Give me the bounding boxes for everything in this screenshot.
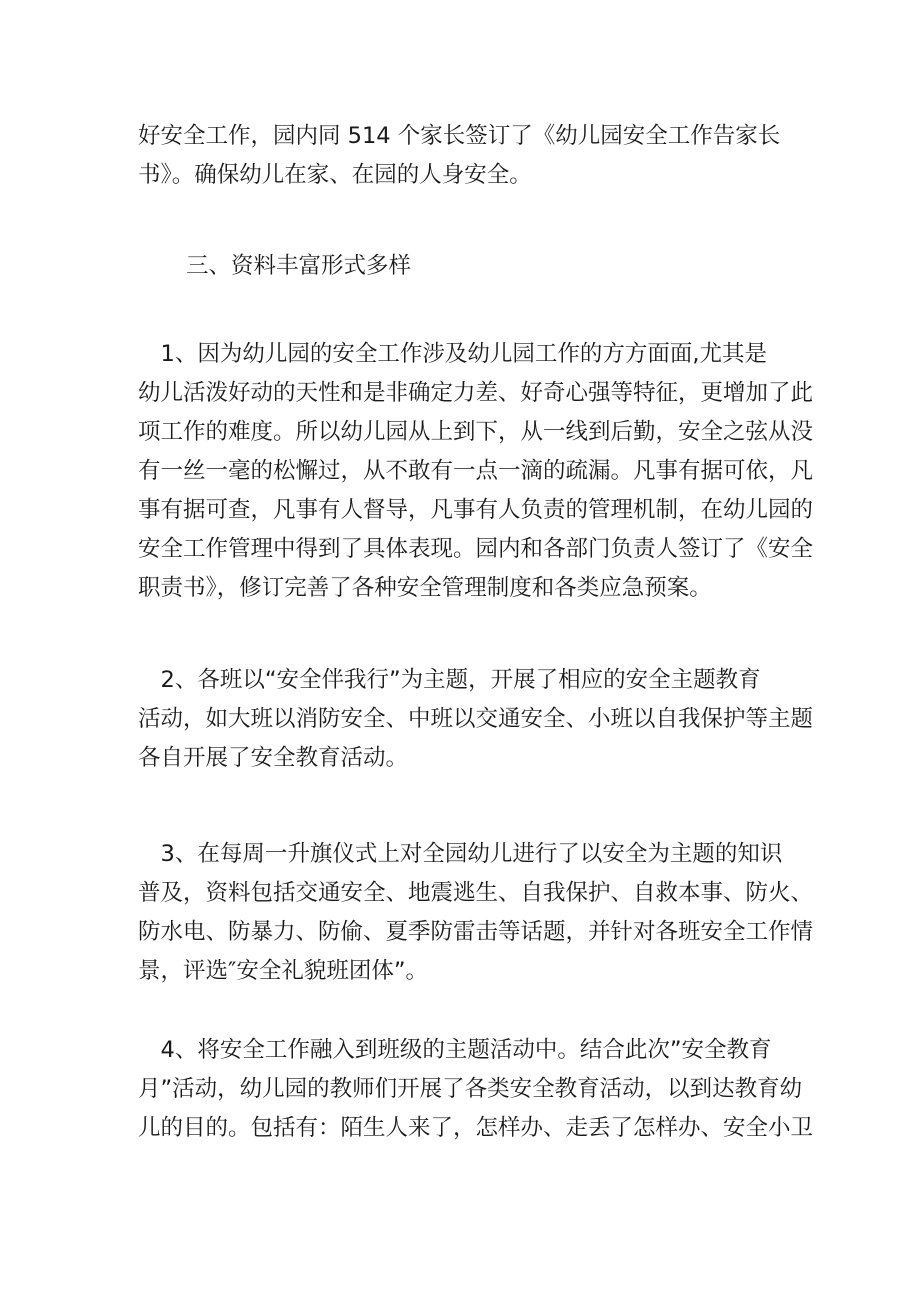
paragraph-item-1 [138,335,814,608]
text-line: 月”活动，幼儿园的教师们开展了各类安全教育活动，以到达教育幼 [138,1076,803,1102]
text-line: 景，评选″安全礼貌班团体”。 [138,958,429,984]
text-line: 防水电、防暴力、防偷、夏季防雷击等话题，并针对各班安全工作情 [138,919,814,945]
paragraph-safety-letter [138,117,793,195]
text-line: 3、在每周一升旗仪式上对全园幼儿进行了以安全为主题的知识 [138,841,783,867]
text-line: 书》。确保幼儿在家、在园的人身安全。 [138,162,532,188]
text-line: 普及，资料包括交通安全、地震逃生、自我保护、自救本事、防火、 [138,880,814,906]
text-line: 安全工作管理中得到了具体表现。园内和各部门负责人签订了《安全 [138,536,814,562]
text-line: 有一丝一毫的松懈过，从不敢有一点一滴的疏漏。凡事有据可依，凡 [138,458,814,484]
paragraph-item-4 [138,1031,814,1148]
text-line: 职责书》，修订完善了各种安全管理制度和各类应急预案。 [138,575,712,601]
paragraph-item-3 [138,835,814,991]
text-line: 幼儿活泼好动的天性和是非确定力差、好奇心强等特征，更增加了此 [138,380,814,406]
text-line: 4、将安全工作融入到班级的主题活动中。结合此次”安全教育 [138,1037,772,1063]
text-line: 项工作的难度。所以幼儿园从上到下，从一线到后勤，安全之弦从没 [138,419,814,445]
text-line: 2、各班以“安全伴我行”为主题，开展了相应的安全主题教育 [138,667,761,693]
text-line: 儿的目的。包括有：陌生人来了，怎样办、走丢了怎样办、安全小卫 [138,1115,814,1141]
paragraph-item-2 [138,661,814,778]
section-heading-3 [186,247,841,286]
text-line: 事有据可查，凡事有人督导，凡事有人负责的管理机制，在幼儿园的 [138,497,814,523]
text-line: 活动，如大班以消防安全、中班以交通安全、小班以自我保护等主题 [138,706,814,732]
text-line: 好安全工作，园内同 514 个家长签订了《幼儿园安全工作告家长 [138,123,781,149]
text-line: 各自开展了安全教育活动。 [138,745,409,771]
heading-text: 三、资料丰富形式多样 [186,253,412,279]
text-line: 1、因为幼儿园的安全工作涉及幼儿园工作的方方面面,尤其是 [138,341,767,367]
